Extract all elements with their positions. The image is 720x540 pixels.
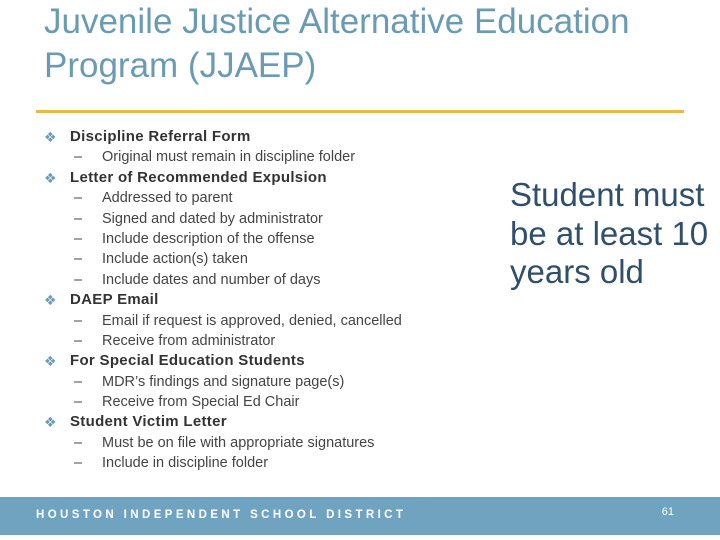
bullet-label: DAEP Email [70, 291, 159, 309]
slide-title: Juvenile Justice Alternative Education Program (JJAEP) [44, 2, 630, 85]
sub-bullet-label: Include dates and number of days [102, 271, 321, 288]
sub-bullet-label: Signed and dated by administrator [102, 210, 323, 227]
dash-bullet-icon: – [74, 455, 83, 472]
diamond-bullet-icon: ❖ [44, 292, 57, 309]
sub-bullet-label: Include in discipline folder [102, 455, 269, 472]
page-number: 61 [661, 506, 674, 518]
dash-bullet-icon: – [74, 312, 83, 329]
dash-bullet-icon: – [74, 271, 83, 288]
bullet-item [44, 290, 484, 310]
dash-bullet-icon: – [74, 190, 83, 207]
sub-bullet-item [44, 249, 484, 269]
bullet-item [44, 351, 484, 371]
sub-bullet-item [44, 229, 484, 249]
sub-bullet-label: MDR’s findings and signature page(s) [102, 373, 345, 390]
bullet-list [44, 127, 484, 474]
dash-bullet-icon: – [74, 210, 83, 227]
bullet-label: Student Victim Letter [70, 413, 227, 431]
dash-bullet-icon: – [74, 149, 83, 166]
bullet-item [44, 127, 484, 147]
sub-bullet-label: Email if request is approved, denied, cancelled [102, 312, 402, 329]
dash-bullet-icon: – [74, 230, 83, 247]
sub-bullet-label: Must be on file with appropriate signatures [102, 434, 375, 451]
sub-bullet-label: Receive from Special Ed Chair [102, 394, 300, 411]
sub-bullet-item [44, 209, 484, 229]
bullet-item [44, 412, 484, 432]
diamond-bullet-icon: ❖ [44, 353, 57, 370]
dash-bullet-icon: – [74, 394, 83, 411]
diamond-bullet-icon: ❖ [44, 129, 57, 145]
sub-bullet-label: Addressed to parent [102, 190, 233, 207]
sub-bullet-item [44, 392, 484, 412]
diamond-bullet-icon: ❖ [44, 414, 57, 431]
sub-bullet-label: Original must remain in discipline folder [102, 149, 356, 166]
sub-bullet-item [44, 453, 484, 473]
footer-bar [0, 497, 720, 535]
sub-bullet-label: Include description of the offense [102, 230, 315, 247]
sub-bullet-label: Receive from administrator [102, 332, 276, 349]
sub-bullet-item [44, 270, 484, 290]
bullet-label: For Special Education Students [70, 352, 305, 370]
bullet-item [44, 168, 484, 188]
sub-bullet-item [44, 311, 484, 331]
diamond-bullet-icon: ❖ [44, 169, 57, 186]
sub-bullet-item [44, 331, 484, 351]
sub-bullet-item [44, 433, 484, 453]
sub-bullet-label: Include action(s) taken [102, 251, 248, 268]
sub-bullet-item [44, 188, 484, 208]
dash-bullet-icon: – [74, 373, 83, 390]
district-name: HOUSTON INDEPENDENT SCHOOL DISTRICT [36, 509, 407, 521]
dash-bullet-icon: – [74, 332, 83, 349]
sub-bullet-item [44, 147, 484, 167]
title-divider [36, 110, 684, 113]
callout-text: Student must be at least 10 years old [510, 176, 709, 290]
dash-bullet-icon: – [74, 434, 83, 451]
dash-bullet-icon: – [74, 251, 83, 268]
bullet-label: Discipline Referral Form [70, 128, 251, 145]
bullet-label: Letter of Recommended Expulsion [70, 168, 327, 186]
sub-bullet-item [44, 372, 484, 392]
